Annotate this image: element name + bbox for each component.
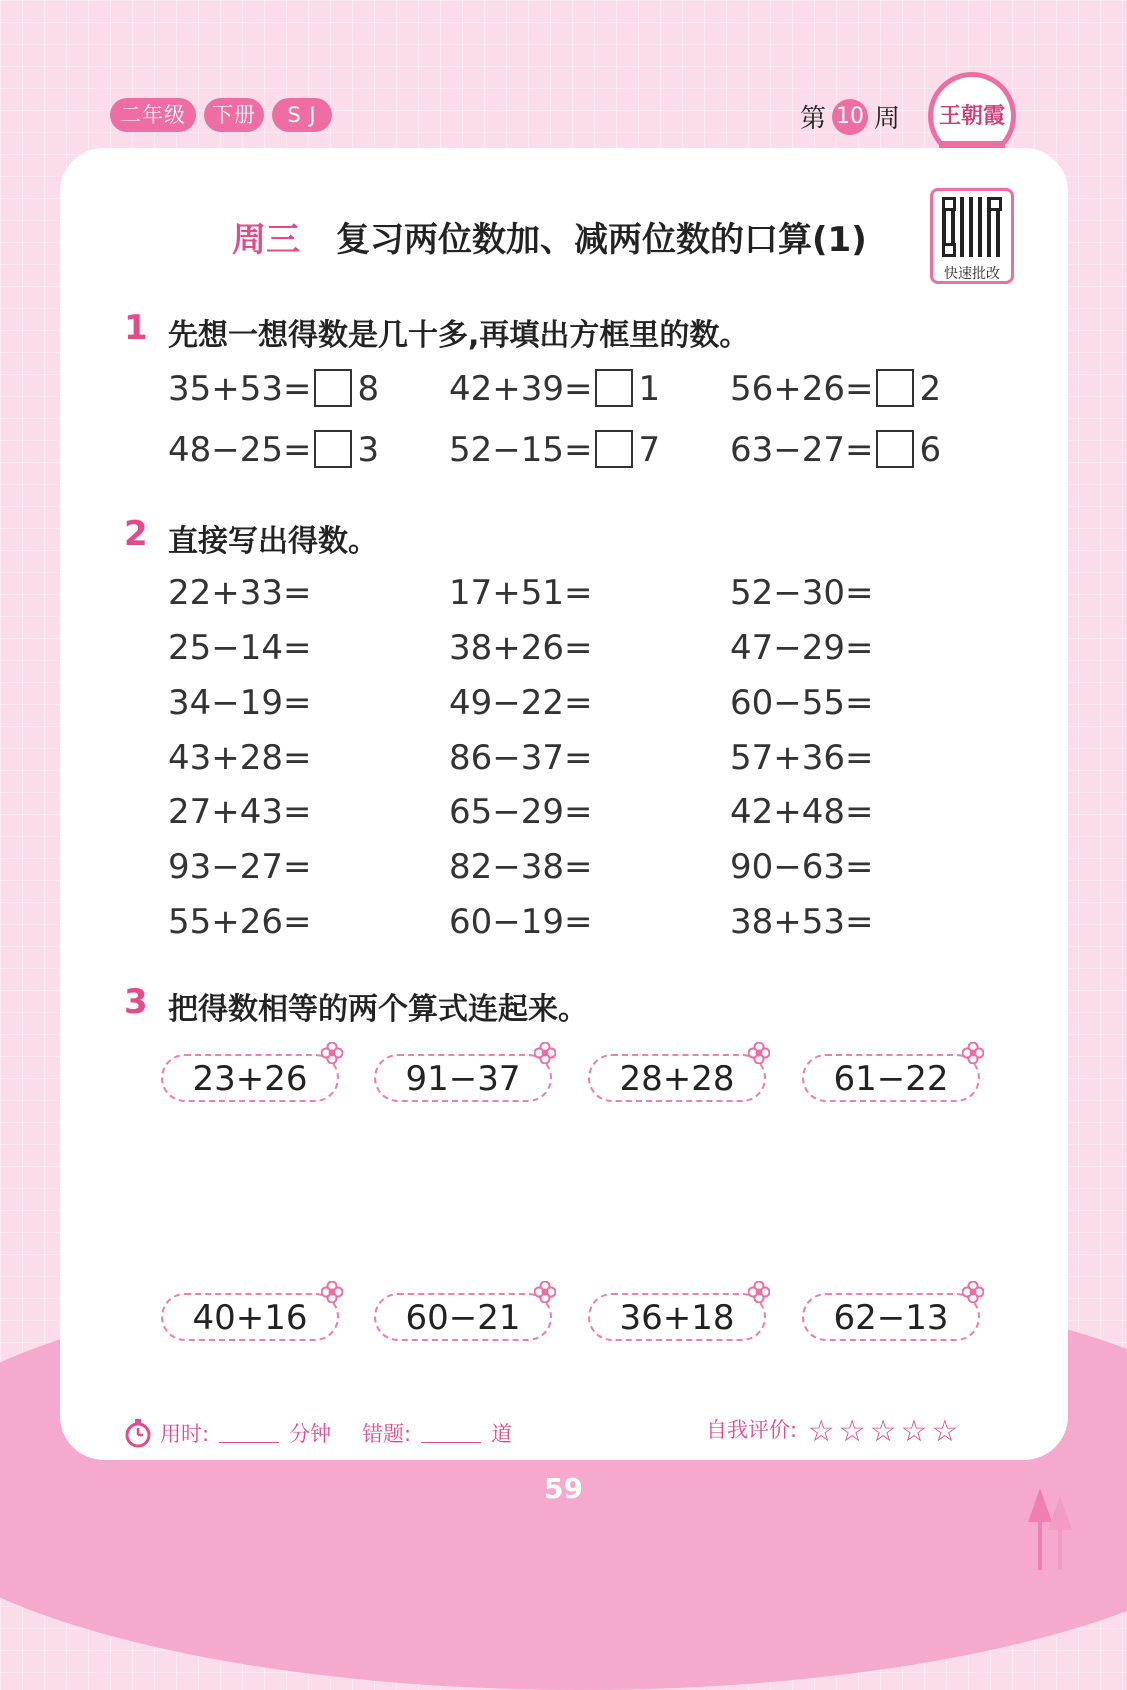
- week-number: 10: [832, 99, 868, 135]
- flower-icon: [748, 1281, 770, 1303]
- q1-item: 42+39= 1: [449, 369, 661, 409]
- rating-label: 自我评价:: [706, 1418, 798, 1442]
- page-number: 59: [544, 1472, 583, 1505]
- question-3-number: 3: [124, 982, 148, 1022]
- star-icon[interactable]: ☆: [931, 1414, 959, 1449]
- errors-label: 错题:: [362, 1422, 412, 1446]
- q2-item[interactable]: 49−22=: [449, 683, 593, 723]
- time-unit: 分钟: [289, 1422, 332, 1446]
- q2-item[interactable]: 86−37=: [449, 738, 593, 778]
- brand-logo: [928, 72, 1016, 160]
- qr-finder-icon: [942, 197, 956, 211]
- q2-item[interactable]: 47−29=: [730, 628, 874, 668]
- week-suffix: 周: [874, 104, 901, 134]
- q2-item[interactable]: 42+48=: [730, 792, 874, 832]
- q2-item[interactable]: 22+33=: [168, 573, 312, 613]
- qr-label: 快速批改: [944, 266, 1000, 282]
- stopwatch-icon: [124, 1418, 152, 1448]
- q2-item[interactable]: 57+36=: [730, 738, 874, 778]
- grade-pill: 二年级: [110, 98, 196, 132]
- volume-pill: 下册: [204, 98, 264, 132]
- question-1-number: 1: [124, 308, 148, 348]
- q2-item[interactable]: 60−55=: [730, 683, 874, 723]
- q2-item[interactable]: 27+43=: [168, 792, 312, 832]
- flower-icon: [321, 1281, 343, 1303]
- q2-item[interactable]: 52−30=: [730, 573, 874, 613]
- question-2-prompt: 直接写出得数。: [168, 524, 378, 559]
- star-icon[interactable]: ☆: [807, 1414, 835, 1449]
- logo-text: 王朝霞: [938, 103, 1005, 129]
- qr-code-panel[interactable]: [930, 188, 1014, 284]
- errors-blank[interactable]: [421, 1442, 481, 1443]
- time-label: 用时:: [160, 1422, 210, 1446]
- answer-box[interactable]: [314, 430, 352, 468]
- q2-item[interactable]: 93−27=: [168, 847, 312, 887]
- q2-item[interactable]: 43+28=: [168, 738, 312, 778]
- flower-icon: [534, 1281, 556, 1303]
- q2-item[interactable]: 25−14=: [168, 628, 312, 668]
- title-text: 复习两位数加、减两位数的口算(1): [336, 220, 867, 260]
- q2-item[interactable]: 34−19=: [168, 683, 312, 723]
- q2-item[interactable]: 55+26=: [168, 902, 312, 942]
- answer-box[interactable]: [595, 369, 633, 407]
- answer-box[interactable]: [314, 369, 352, 407]
- match-bubble-bottom[interactable]: 60−21: [374, 1293, 552, 1341]
- answer-box[interactable]: [595, 430, 633, 468]
- q2-item[interactable]: 38+53=: [730, 902, 874, 942]
- star-icon[interactable]: ☆: [869, 1414, 897, 1449]
- flower-icon: [534, 1042, 556, 1064]
- answer-box[interactable]: [876, 430, 914, 468]
- self-rating: [706, 1414, 958, 1449]
- match-bubble-bottom[interactable]: 36+18: [588, 1293, 766, 1341]
- errors-record: [362, 1418, 512, 1448]
- q1-item: 48−25= 3: [168, 430, 380, 470]
- title-day: 周三: [232, 220, 300, 260]
- match-bubble-bottom[interactable]: 40+16: [161, 1293, 339, 1341]
- match-bubble-top[interactable]: 23+26: [161, 1054, 339, 1102]
- match-bubble-top[interactable]: 91−37: [374, 1054, 552, 1102]
- question-3-prompt: 把得数相等的两个算式连起来。: [168, 992, 588, 1027]
- question-1-prompt: 先想一想得数是几十多,再填出方框里的数。: [168, 318, 750, 353]
- page-title: [232, 212, 867, 261]
- time-blank[interactable]: [219, 1442, 279, 1443]
- qr-finder-icon: [942, 243, 956, 257]
- q1-item: 35+53= 8: [168, 369, 380, 409]
- flower-icon: [962, 1042, 984, 1064]
- q2-item[interactable]: 90−63=: [730, 847, 874, 887]
- q2-item[interactable]: 65−29=: [449, 792, 593, 832]
- match-bubble-top[interactable]: 61−22: [802, 1054, 980, 1102]
- errors-unit: 道: [491, 1422, 513, 1446]
- match-bubble-top[interactable]: 28+28: [588, 1054, 766, 1102]
- q2-item[interactable]: 82−38=: [449, 847, 593, 887]
- flower-icon: [962, 1281, 984, 1303]
- qr-finder-icon: [988, 197, 1002, 211]
- q1-item: 56+26= 2: [730, 369, 942, 409]
- week-indicator: [800, 98, 900, 135]
- time-record: [124, 1418, 331, 1448]
- answer-box[interactable]: [876, 369, 914, 407]
- q1-item: 63−27= 6: [730, 430, 942, 470]
- edition-pill: S J: [272, 98, 332, 132]
- q2-item[interactable]: 60−19=: [449, 902, 593, 942]
- match-bubble-bottom[interactable]: 62−13: [802, 1293, 980, 1341]
- q2-item[interactable]: 38+26=: [449, 628, 593, 668]
- week-prefix: 第: [800, 104, 827, 134]
- q2-item[interactable]: 17+51=: [449, 573, 593, 613]
- star-icon[interactable]: ☆: [900, 1414, 928, 1449]
- star-icon[interactable]: ☆: [838, 1414, 866, 1449]
- flower-icon: [321, 1042, 343, 1064]
- q1-item: 52−15= 7: [449, 430, 661, 470]
- question-2-number: 2: [124, 514, 148, 554]
- flower-icon: [748, 1042, 770, 1064]
